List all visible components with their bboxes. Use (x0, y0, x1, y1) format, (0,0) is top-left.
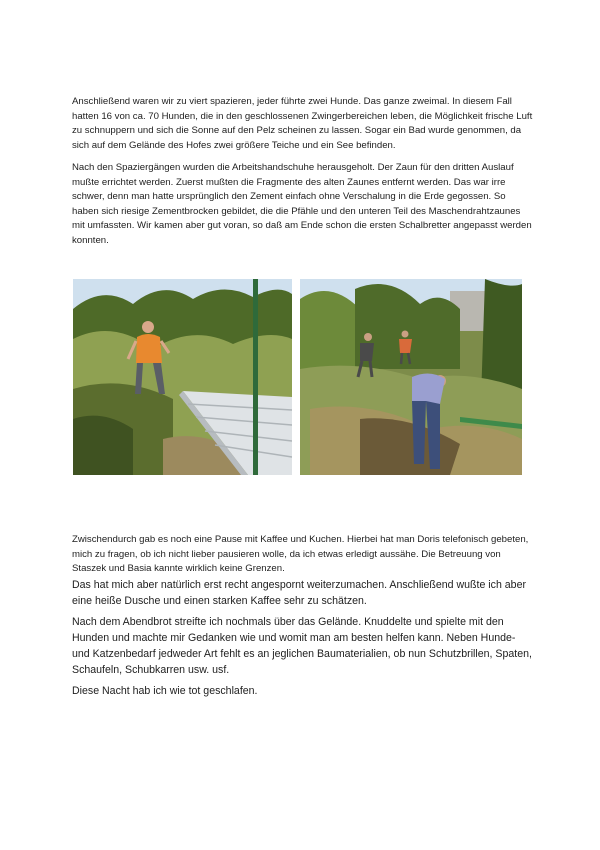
paragraph-walk: Anschließend waren wir zu viert spazieren, jeder führte zwei Hunde. Das ganze zweimal. In diesem Fall hatten 16 von ca. 70 Hunden, die in den geschlossenen Zwingerbereichen leben, die Möglichkeit frische Luft zu schnuppern und sich die Sonne auf den Pelz scheinen zu lassen. Sogar ein Bad wurde genommen, da sich auf dem Gelände des Hofes zwei größere Teiche und ein See befinden. (72, 96, 533, 151)
paragraph-motivation: Das hat mich aber natürlich erst recht angespornt weiterzumachen. Anschließend wußte ich aber eine heiße Dusche und einen starken Kaffee sehr zu schätzen. (72, 579, 526, 607)
photo-fence-work-left (73, 279, 292, 475)
paragraph-night: Diese Nacht hab ich wie tot geschlafen. (72, 685, 258, 697)
photo-fence-work-right (300, 279, 522, 475)
paragraph-evening: Nach dem Abendbrot streifte ich nochmals über das Gelände. Knuddelte und spielte mit den Hunden und machte mir Gedanken wie und womit man am besten helfen kann. Neben Hunde- und Katzenbedarf jedweder Art fehlt es an jeglichen Baumaterialien, ob nun Schutzbrillen, Spaten, Schaufeln, Schubkarren usw. usf. (72, 616, 532, 676)
paragraph-break: Zwischendurch gab es noch eine Pause mit Kaffee und Kuchen. Hierbei hat man Doris telefonisch gebeten, mich zu fragen, ob ich nicht lieber pausieren wolle, da ich etwas erledigt aussähe. Die Betreuung von Staszek und Basia kannte wirklich keine Grenzen. (72, 534, 529, 575)
paragraph-fence-work: Nach den Spaziergängen wurden die Arbeitshandschuhe herausgeholt. Der Zaun für den dritten Auslauf mußte errichtet werden. Zuerst mußten die Fragmente des alten Zaunes entfernt werden. Das war irre schwer, denn man hatte ursprünglich den Zement einfach ohne Verschalung in die Erde gegossen. So haben sich riesige Zementbrocken gebildet, die die Pfähle und den unteren Teil des Maschendrahtzaunes mit umfassten. Wir kamen aber gut voran, so daß am Ende schon die ersten Schalbretter angepasst werden konnten. (72, 162, 532, 246)
